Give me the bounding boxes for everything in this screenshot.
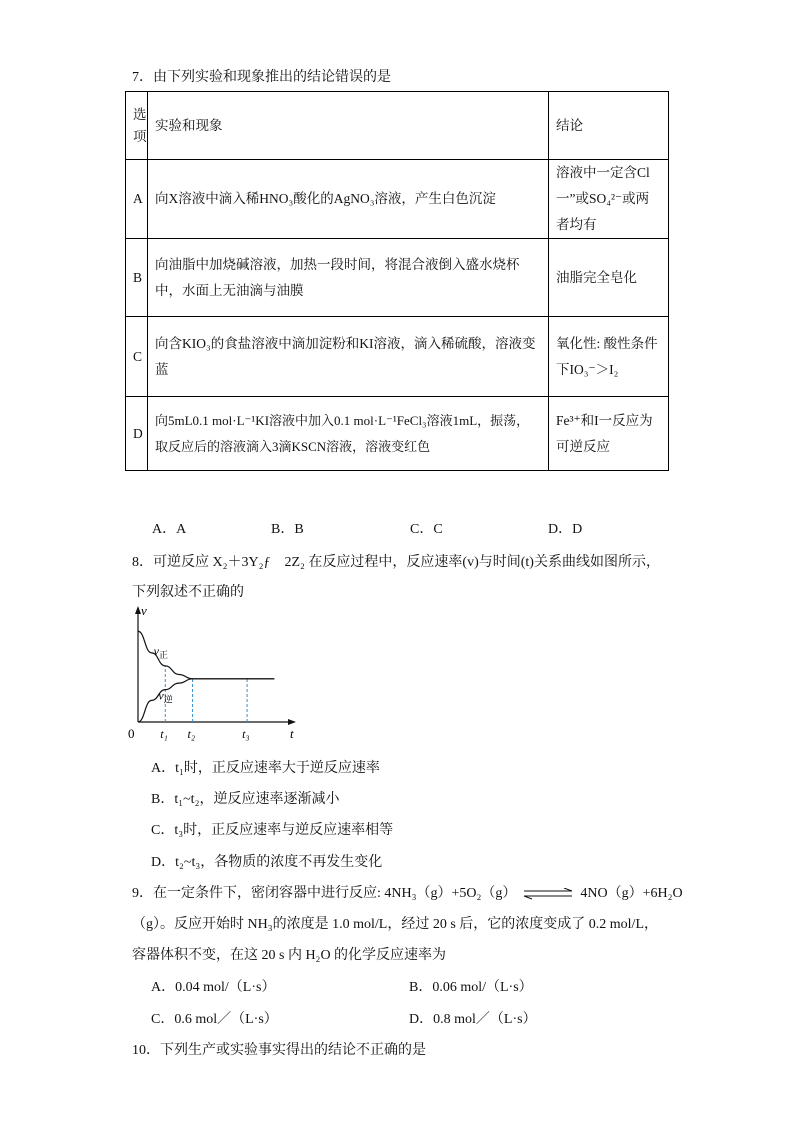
row-conclusion: 油脂完全皂化 [549,239,669,317]
header-conclusion: 结论 [549,92,669,160]
row-experiment: 向含KIO₃的食盐溶液中滴加淀粉和KI溶液，滴入稀硫酸，溶液变蓝 [148,317,549,397]
q7-option-c[interactable]: C．C [410,522,443,537]
table-header-row [126,92,669,160]
q9-line3: 容器体积不变，在这 20 s 内 H₂O 的化学反应速率为 [132,948,447,963]
row-conclusion: 氧化性: 酸性条件下IO₃⁻＞I₂ [549,317,669,397]
q8-option-d[interactable]: D．t₂~t₃，各物质的浓度不再发生变化 [151,855,383,870]
row-experiment: 向X溶液中滴入稀HNO₃酸化的AgNO₃溶液，产生白色沉淀 [148,160,549,239]
origin-label: 0 [128,726,135,741]
forward-rate-label: $v_正$ [153,643,168,660]
q9-option-c[interactable]: C．0.6 mol／（L·s） [151,1012,278,1027]
q7-title: 7．由下列实验和现象推出的结论错误的是 [132,70,391,85]
header-experiment: 实验和现象 [148,92,549,160]
x-tick-label: t₃ [242,727,250,741]
q9-line2: （g）。反应开始时 NH₃的浓度是 1.0 mol/L，经过 20 s 后，它的浓度变成了 0.2 mol/L， [132,917,658,932]
header-option-char-2: 项 [133,128,147,144]
q8-title-line1: 8．可逆反应 X₂＋3Y₂ƒ 2Z₂ 在反应过程中，反应速率(v)与时间(t)关系曲线如图所示， [132,555,660,570]
q9-option-d[interactable]: D．0.8 mol／（L·s） [409,1012,537,1027]
q9-line1 [132,882,683,902]
q7-table [125,91,669,471]
x-axis-arrow-icon [288,719,296,725]
x-axis-label: t [290,726,294,741]
q8-option-b[interactable]: B．t₁~t₂，逆反应速率逐渐减小 [151,792,340,807]
q9-line1-start: 9．在一定条件下，密闭容器中进行反应: 4NH₃（g）+5O₂（g） [132,886,517,901]
x-tick-label: t₂ [187,727,196,741]
table-row [126,397,669,471]
rate-time-chart-svg [128,604,298,748]
row-experiment: 向5mL0.1 mol·L⁻¹KI溶液中加入0.1 mol·L⁻¹FeCl₃溶液1mL，振荡，取反应后的溶液滴入3滴KSCN溶液，溶液变红色 [148,397,549,471]
table-row [126,160,669,239]
q9-option-b[interactable]: B．0.06 mol/（L·s） [409,980,533,995]
rate-time-chart [128,604,298,748]
table-row [126,239,669,317]
q9-line1-end: 4NO（g）+6H₂O [580,886,683,901]
row-conclusion: Fe³⁺和I一反应为可逆反应 [549,397,669,471]
header-option-char-1: 选 [133,106,147,122]
q7-option-a[interactable]: A．A [152,522,187,537]
reversible-arrow-icon [522,888,574,900]
table-row [126,317,669,397]
row-conclusion: 溶液中一定含Cl一”或SO₄²⁻或两者均有 [549,160,669,239]
y-axis-label: v [141,604,147,618]
q7-option-b[interactable]: B．B [271,522,304,537]
q8-option-c[interactable]: C．t₃时，正反应速率与逆反应速率相等 [151,823,394,838]
row-option: A [126,160,148,239]
row-option: C [126,317,148,397]
x-tick-label: t₁ [160,727,168,741]
row-option: D [126,397,148,471]
reverse-rate-label: $v_逆$ [158,688,173,705]
q7-option-d[interactable]: D．D [548,522,583,537]
q10-title: 10．下列生产或实验事实得出的结论不正确的是 [132,1043,426,1058]
row-option: B [126,239,148,317]
q8-option-a[interactable]: A．t₁时，正反应速率大于逆反应速率 [151,761,380,776]
q9-option-a[interactable]: A．0.04 mol/（L·s） [151,980,276,995]
header-option [126,92,148,160]
row-experiment: 向油脂中加烧碱溶液，加热一段时间，将混合液倒入盛水烧杯中，水面上无油滴与油膜 [148,239,549,317]
q8-title-line2: 下列叙述不正确的 [132,585,244,600]
